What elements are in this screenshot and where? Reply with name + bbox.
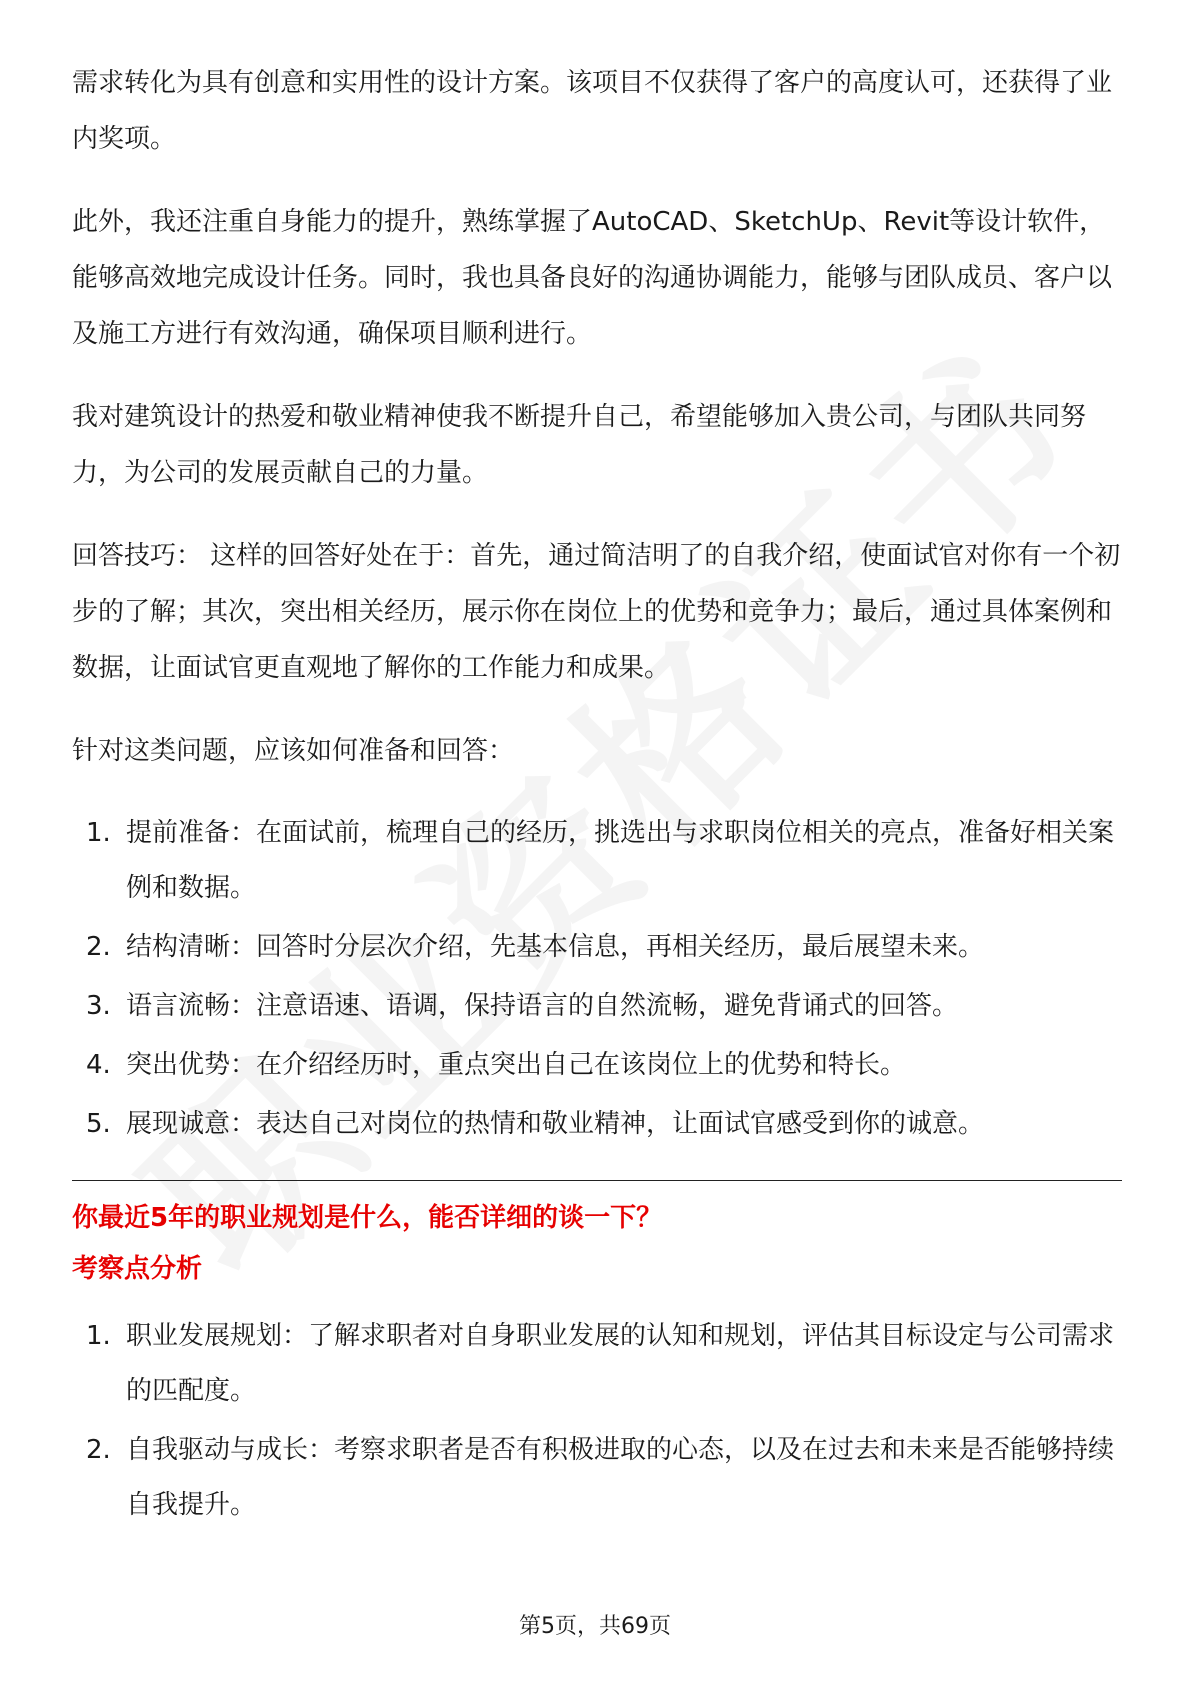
list-item-text: 自我驱动与成长：考察求职者是否有积极进取的心态，以及在过去和未来是否能够持续自我提升。 (126, 1435, 1115, 1520)
list-item-text: 结构清晰：回答时分层次介绍，先基本信息，再相关经历，最后展望未来。 (126, 932, 985, 962)
question-heading: 你最近5年的职业规划是什么，能否详细的谈一下？ (72, 1203, 663, 1233)
list-number: 1. (86, 818, 111, 848)
list-item (72, 1038, 1122, 1093)
paragraph: 需求转化为具有创意和实用性的设计方案。该项目不仅获得了客户的高度认可，还获得了业内奖项。 (72, 68, 1113, 154)
prep-list (72, 806, 1122, 1152)
list-number: 2. (86, 1435, 111, 1465)
page-content (72, 55, 1122, 1561)
section-divider (72, 1180, 1122, 1181)
list-item-text: 语言流畅：注意语速、语调，保持语言的自然流畅，避免背诵式的回答。 (126, 991, 959, 1021)
list-number: 3. (86, 991, 111, 1021)
paragraph: 我对建筑设计的热爱和敬业精神使我不断提升自己，希望能够加入贵公司，与团队共同努力，为公司的发展贡献自己的力量。 (72, 402, 1087, 488)
answer-tips-paragraph: 回答技巧： 这样的回答好处在于：首先，通过简洁明了的自我介绍，使面试官对你有一个初步的了解；其次，突出相关经历，展示你在岗位上的优势和竞争力；最后，通过具体案例和数据，让面试官更直观地了解你的工作能力和成果。 (72, 541, 1121, 683)
list-item-text: 职业发展规划：了解求职者对自身职业发展的认知和规划，评估其目标设定与公司需求的匹配度。 (126, 1321, 1115, 1406)
list-item (72, 806, 1122, 916)
list-number: 4. (86, 1050, 111, 1080)
list-number: 5. (86, 1109, 111, 1139)
paragraph: 此外，我还注重自身能力的提升，熟练掌握了AutoCAD、SketchUp、Revit等设计软件，能够高效地完成设计任务。同时，我也具备良好的沟通协调能力，能够与团队成员、客户以及施工方进行有效沟通，确保项目顺利进行。 (72, 207, 1113, 349)
analysis-list (72, 1309, 1122, 1533)
page-footer: 第5页，共69页 (519, 1614, 671, 1639)
list-item-text: 突出优势：在介绍经历时，重点突出自己在该岗位上的优势和特长。 (126, 1050, 907, 1080)
analysis-heading: 考察点分析 (72, 1254, 203, 1284)
list-item (72, 979, 1122, 1034)
list-item-text: 提前准备：在面试前，梳理自己的经历，挑选出与求职岗位相关的亮点，准备好相关案例和数据。 (126, 818, 1115, 903)
list-item (72, 1309, 1122, 1419)
list-item (72, 1423, 1122, 1533)
list-number: 1. (86, 1321, 111, 1351)
prep-intro-paragraph: 针对这类问题，应该如何准备和回答： (72, 736, 515, 766)
list-item (72, 1097, 1122, 1152)
list-number: 2. (86, 932, 111, 962)
list-item (72, 920, 1122, 975)
list-item-text: 展现诚意：表达自己对岗位的热情和敬业精神，让面试官感受到你的诚意。 (126, 1109, 985, 1139)
